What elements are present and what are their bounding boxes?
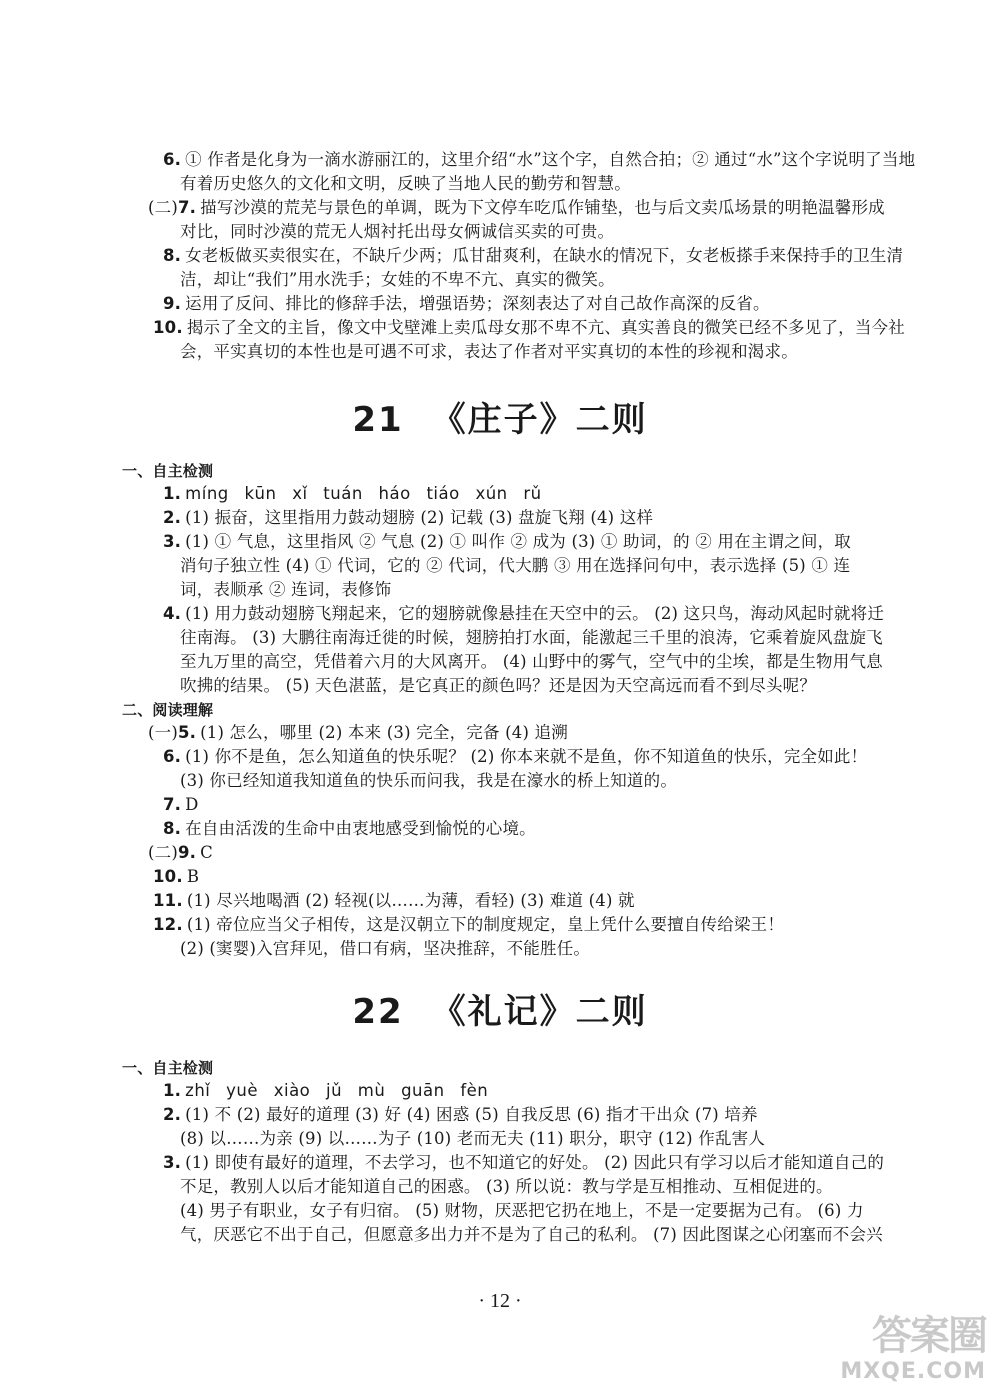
question-number: 7. bbox=[177, 198, 197, 217]
answer-line bbox=[153, 865, 199, 889]
answer-line: 吹拂的结果。 (5) 天色湛蓝，是它真正的颜色吗？还是因为天空高远而看不到尽头呢？ bbox=[180, 676, 817, 695]
watermark-chars: 答案圈 bbox=[872, 1313, 986, 1359]
pinyin-answer: míng kūn xǐ tuán háo tiáo xún rǔ bbox=[185, 484, 542, 503]
lesson-number: 21 bbox=[352, 400, 404, 440]
answer-line bbox=[163, 1151, 884, 1175]
answer-line bbox=[163, 1079, 488, 1103]
answer-line: 会，平实真切的本性也是可遇不可求，表达了作者对平实真切的本性的珍视和渴求。 bbox=[180, 342, 798, 361]
answer-line bbox=[163, 148, 915, 172]
question-number: 6. bbox=[163, 747, 182, 766]
answer-line: 洁，却让“我们”用水洗手；女娃的不卑不亢、真实的微笑。 bbox=[180, 270, 615, 289]
question-number: 12. bbox=[153, 915, 183, 934]
question-number: 10. bbox=[153, 867, 183, 886]
lesson-number: 22 bbox=[352, 992, 404, 1032]
answer-line bbox=[148, 841, 213, 865]
answer-line bbox=[163, 244, 903, 268]
section-prefix: (二) bbox=[148, 198, 178, 217]
answer-text: C bbox=[200, 843, 213, 862]
answer-text: (1) 你不是鱼，怎么知道鱼的快乐呢？ (2) 你本来就不是鱼，你不知道鱼的快乐，完全如此！ bbox=[185, 747, 868, 766]
answer-line: 消句子独立性 (4) ① 代词，它的 ② 代词，代大鹏 ③ 用在选择问句中，表示选择 (5) ① 连 bbox=[180, 556, 851, 575]
answer-line bbox=[163, 506, 653, 530]
answer-line: 至九万里的高空，凭借着六月的大风离开。 (4) 山野中的雾气，空气中的尘埃，都是生物用气息 bbox=[180, 652, 883, 671]
lesson-title bbox=[0, 984, 1000, 1033]
answer-text: 揭示了全文的主旨，像文中戈壁滩上卖瓜母女那不卑不亢、真实善良的微笑已经不多见了，当今社 bbox=[186, 318, 905, 337]
answer-line bbox=[163, 602, 884, 626]
answer-line bbox=[148, 196, 885, 220]
question-number: 7. bbox=[163, 795, 182, 814]
answer-line bbox=[153, 913, 784, 937]
lesson-name: 《礼记》二则 bbox=[431, 992, 648, 1032]
answer-line bbox=[163, 482, 542, 506]
question-number: 9. bbox=[177, 843, 197, 862]
answer-line bbox=[148, 721, 568, 745]
question-number: 8. bbox=[163, 819, 182, 838]
question-number: 6. bbox=[163, 150, 182, 169]
answer-line bbox=[163, 817, 536, 841]
question-number: 1. bbox=[163, 484, 182, 503]
answer-text: ① 作者是化身为一滴水游丽江的，这里介绍“水”这个字，自然合拍；② 通过“水”这个字说明了当地 bbox=[185, 150, 916, 169]
answer-line bbox=[153, 316, 905, 340]
answer-line: 有着历史悠久的文化和文明，反映了当地人民的勤劳和智慧。 bbox=[180, 174, 631, 193]
answer-text: (1) 即使有最好的道理，不去学习，也不知道它的好处。 (2) 因此只有学习以后才能知道自己的 bbox=[185, 1153, 885, 1172]
section-heading: 二、阅读理解 bbox=[122, 701, 214, 719]
question-number: 2. bbox=[163, 508, 182, 527]
answer-line: 词，表顺承 ② 连词，表修饰 bbox=[180, 580, 392, 599]
answer-text: D bbox=[185, 795, 199, 814]
answer-line: (3) 你已经知道我知道鱼的快乐而问我，我是在濠水的桥上知道的。 bbox=[180, 771, 678, 790]
answer-line: 气，厌恶它不出于自己，但愿意多出力并不是为了自己的私利。 (7) 因此图谋之心闭塞而不会兴 bbox=[180, 1225, 883, 1244]
question-number: 3. bbox=[163, 532, 182, 551]
lesson-title bbox=[0, 392, 1000, 441]
answer-text: B bbox=[186, 867, 200, 886]
answer-text: (1) 用力鼓动翅膀飞翔起来，它的翅膀就像悬挂在天空中的云。 (2) 这只鸟，海动风起时就将迁 bbox=[185, 604, 885, 623]
section-prefix: (二) bbox=[148, 843, 178, 862]
answer-text: (1) 不 (2) 最好的道理 (3) 好 (4) 困惑 (5) 自我反思 (6) 指才干出众 (7) 培养 bbox=[185, 1105, 758, 1124]
answer-text: 描写沙漠的荒芜与景色的单调，既为下文停车吃瓜作铺垫，也与后文卖瓜场景的明艳温馨形成 bbox=[200, 198, 885, 217]
answer-line bbox=[163, 745, 867, 769]
question-number: 1. bbox=[163, 1081, 182, 1100]
answer-text: 女老板做买卖很实在，不缺斤少两；瓜甘甜爽利，在缺水的情况下，女老板搽手来保持手的卫生清 bbox=[185, 246, 904, 265]
answer-line bbox=[163, 292, 770, 316]
question-number: 5. bbox=[177, 723, 197, 742]
question-number: 11. bbox=[153, 891, 183, 910]
pinyin-answer: zhǐ yuè xiào jǔ mù guān fèn bbox=[185, 1081, 489, 1100]
answer-text: (1) 尽兴地喝酒 (2) 轻视(以……为薄，看轻) (3) 难道 (4) 就 bbox=[186, 891, 635, 910]
lesson-name: 《庄子》二则 bbox=[431, 400, 648, 440]
question-number: 8. bbox=[163, 246, 182, 265]
answer-line: (4) 男子有职业，女子有归宿。 (5) 财物，厌恶把它扔在地上，不是一定要据为己有。 (6) 力 bbox=[180, 1201, 864, 1220]
answer-line bbox=[163, 530, 851, 554]
answer-text: 在自由活泼的生命中由衷地感受到愉悦的心境。 bbox=[185, 819, 536, 838]
answer-line bbox=[163, 1103, 758, 1127]
answer-text: (1) 怎么，哪里 (2) 本来 (3) 完全，完备 (4) 追溯 bbox=[200, 723, 568, 742]
answer-line bbox=[153, 889, 635, 913]
answer-line: 往南海。 (3) 大鹏往南海迁徙的时候，翅膀拍打水面，能激起三千里的浪涛，它乘着旋风盘旋飞 bbox=[180, 628, 883, 647]
section-heading: 一、自主检测 bbox=[122, 1059, 214, 1077]
section-heading: 一、自主检测 bbox=[122, 462, 214, 480]
page-number: · 12 · bbox=[478, 1290, 522, 1312]
answer-line bbox=[163, 793, 199, 817]
question-number: 3. bbox=[163, 1153, 182, 1172]
question-number: 4. bbox=[163, 604, 182, 623]
answer-text: (1) 帝位应当父子相传，这是汉朝立下的制度规定，皇上凭什么要擅自传给梁王！ bbox=[186, 915, 785, 934]
answer-line: (8) 以……为亲 (9) 以……为子 (10) 老而无夫 (11) 职分，职守 (12) 作乱害人 bbox=[180, 1129, 766, 1148]
answer-text: 运用了反问、排比的修辞手法，增强语势；深刻表达了对自己故作高深的反省。 bbox=[185, 294, 770, 313]
answer-line: 不足，教别人以后才能知道自己的困惑。 (3) 所以说：教与学是互相推动、互相促进的。 bbox=[180, 1177, 833, 1196]
answer-line: 对比，同时沙漠的荒无人烟衬托出母女俩诚信买卖的可贵。 bbox=[180, 222, 615, 241]
question-number: 2. bbox=[163, 1105, 182, 1124]
answer-text: (1) 振奋，这里指用力鼓动翅膀 (2) 记载 (3) 盘旋飞翔 (4) 这样 bbox=[185, 508, 654, 527]
watermark-logo bbox=[826, 1304, 986, 1384]
question-number: 9. bbox=[163, 294, 182, 313]
section-prefix: (一) bbox=[148, 723, 178, 742]
answer-line: (2) (窦婴)入宫拜见，借口有病，坚决推辞，不能胜任。 bbox=[180, 939, 591, 958]
question-number: 10. bbox=[153, 318, 183, 337]
watermark-url: MXQE.COM bbox=[840, 1359, 986, 1384]
answer-text: (1) ① 气息，这里指风 ② 气息 (2) ① 叫作 ② 成为 (3) ① 助词，的 ② 用在主谓之间，取 bbox=[185, 532, 852, 551]
